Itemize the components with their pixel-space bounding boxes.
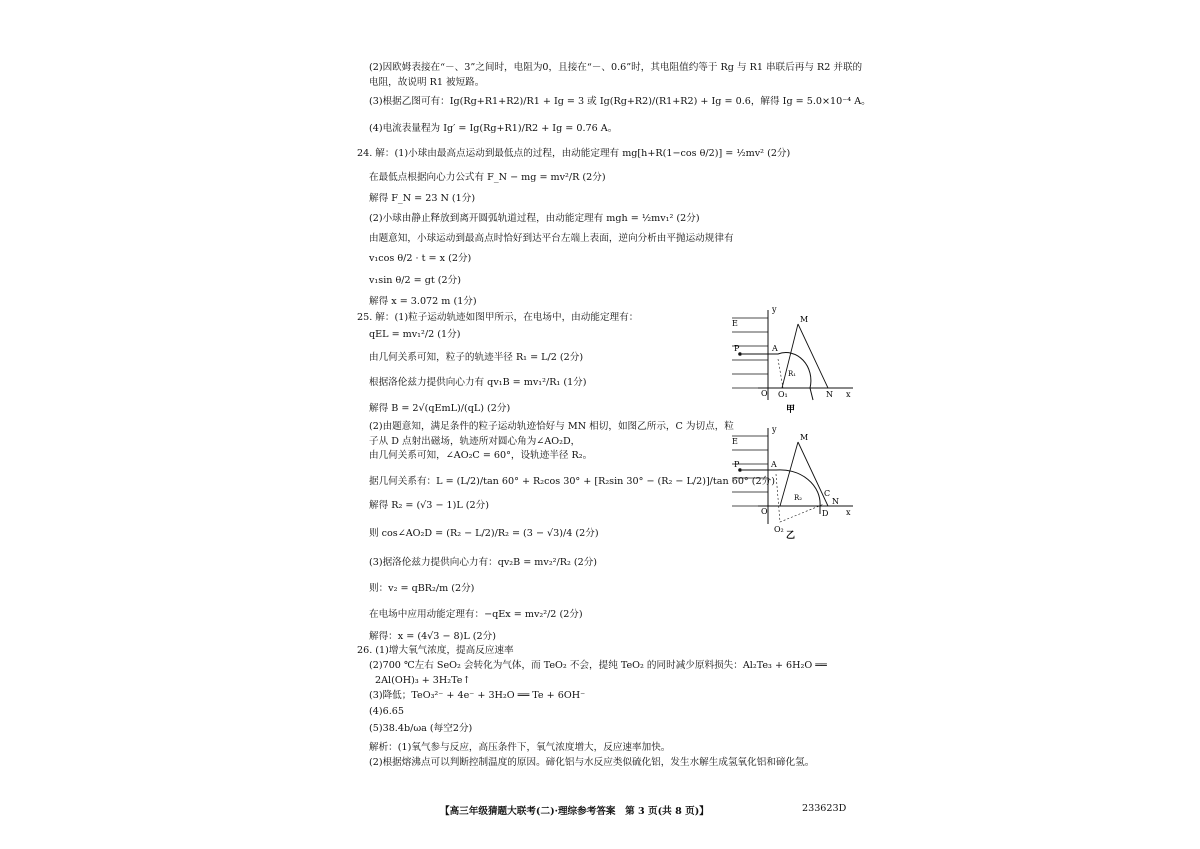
label-a: A	[771, 460, 777, 469]
text-line: (2)700 ℃左右 SeO₂ 会转化为气体，而 TeO₂ 不会，提纯 TeO₂ 的同时减少原料损失：Al₂Te₃ + 6H₂O ══	[369, 660, 827, 671]
label-e: E	[732, 437, 738, 446]
text-line: (3)降低；TeO₃²⁻ + 4e⁻ + 3H₂O ══ Te + 6OH⁻	[369, 690, 586, 701]
label-x: x	[846, 508, 851, 517]
text-line: 子从 D 点射出磁场，轨迹所对圆心角为∠AO₂D，	[369, 436, 581, 447]
label-r2: R₂	[794, 494, 803, 502]
label-o: O	[761, 507, 768, 516]
label-d: D	[822, 509, 829, 518]
label-o: O	[761, 389, 768, 398]
text-line: 则 cos∠AO₂D = (R₂ − L/2)/R₂ = (3 − √3)/4 (2分)	[369, 528, 599, 539]
text-line: v₁sin θ/2 = gt (2分)	[369, 275, 461, 286]
label-m: M	[800, 433, 809, 442]
label-e: E	[732, 319, 738, 328]
text-line: 2Al(OH)₃ + 3H₂Te↑	[375, 675, 471, 686]
page-footer: 【高三年级猜题大联考(二)·理综参考答案 第 3 页(共 8 页)】	[440, 806, 709, 817]
figure-caption: 甲	[786, 405, 796, 414]
text-line: 解得 x = 3.072 m (1分)	[369, 296, 477, 307]
text-line: 由题意知，小球运动到最高点时恰好到达平台左端上表面，逆向分析由平抛运动规律有	[369, 233, 734, 244]
text-line: 解得：x = (4√3 − 8)L (2分)	[369, 631, 496, 642]
text-line: 则：v₂ = qBR₂/m (2分)	[369, 583, 475, 594]
label-a: A	[772, 344, 778, 353]
figure-yi	[728, 424, 858, 539]
text-line: 解得 R₂ = (√3 − 1)L (2分)	[369, 500, 489, 511]
text-line: (2)根据熔沸点可以判断控制温度的原因。碲化铝与水反应类似硫化铝，发生水解生成氢氧化铝和碲化氢。	[369, 757, 815, 768]
label-n: N	[826, 390, 833, 399]
text-line: (3)根据乙图可有：Ig(Rg+R1+R2)/R1 + Ig = 3 或 Ig(Rg+R2)/(R1+R2) + Ig = 0.6，解得 Ig = 5.0×10⁻⁴ A。	[369, 96, 871, 107]
label-r1: R₁	[788, 370, 797, 378]
text-line: (2)由题意知，满足条件的粒子运动轨迹恰好与 MN 相切，如图乙所示，C 为切点，粒	[369, 421, 734, 432]
label-m: M	[800, 315, 809, 324]
label-y: y	[772, 425, 777, 434]
text-line: 在电场中应用动能定理有：−qEx = mv₂²/2 (2分)	[369, 609, 583, 620]
label-c: C	[824, 489, 831, 498]
label-p: P	[734, 460, 740, 469]
text-line: 解得 F_N = 23 N (1分)	[369, 193, 476, 204]
text-line: qEL = mv₁²/2 (1分)	[369, 329, 461, 340]
text-line: (4)电流表量程为 Ig′ = Ig(Rg+R1)/R2 + Ig = 0.76 A。	[369, 123, 618, 134]
text-line: v₁cos θ/2 · t = x (2分)	[369, 253, 472, 264]
triangle-mn	[782, 324, 828, 388]
text-line: 电阻，故说明 R1 被短路。	[369, 77, 485, 88]
label-o2: O₂	[774, 525, 784, 534]
label-y: y	[772, 305, 777, 314]
text-line: 25. 解：(1)粒子运动轨迹如图甲所示，在电场中，由动能定理有：	[357, 312, 639, 323]
text-line: 由几何关系可知，∠AO₂C = 60°，设轨迹半径 R₂。	[369, 450, 593, 461]
label-o1: O₁	[778, 390, 788, 399]
text-line: (2)因欧姆表接在“－、3”之间时，电阻为0，且接在“－、0.6”时，其电阻值约等于 Rg 与 R1 串联后再与 R2 并联的	[369, 62, 863, 73]
text-line: 据几何关系有：L = (L/2)/tan 60° + R₂cos 30° + [R₂sin 30° − (R₂ − L/2)]/tan 60° (2分)	[369, 476, 775, 487]
text-line: (4)6.65	[369, 706, 404, 717]
text-line: 根据洛伦兹力提供向心力有 qv₁B = mv₁²/R₁ (1分)	[369, 377, 587, 388]
figure-caption: 乙	[786, 531, 796, 539]
label-p: P	[734, 344, 740, 353]
text-line: 在最低点根据向心力公式有 F_N − mg = mv²/R (2分)	[369, 172, 606, 183]
text-line: 24. 解：(1)小球由最高点运动到最低点的过程，由动能定理有 mg[h+R(1−cos θ/2)] = ½mv² (2分)	[357, 148, 791, 159]
label-n: N	[832, 497, 839, 506]
text-line: (3)据洛伦兹力提供向心力有：qv₂B = mv₂²/R₂ (2分)	[369, 557, 598, 568]
triangle-mn	[780, 442, 831, 506]
label-x: x	[846, 390, 851, 399]
figure-jia	[728, 304, 858, 414]
text-line: 26. (1)增大氧气浓度，提高反应速率	[357, 645, 514, 656]
text-line: (2)小球由静止释放到离开圆弧轨道过程，由动能定理有 mgh = ½mv₁² (2分)	[369, 213, 700, 224]
document-code: 233623D	[802, 803, 847, 814]
text-line: (5)38.4b/ωa (每空2分)	[369, 723, 473, 734]
text-line: 解析：(1)氧气参与反应，高压条件下，氧气浓度增大，反应速率加快。	[369, 742, 671, 753]
text-line: 由几何关系可知，粒子的轨迹半径 R₁ = L/2 (2分)	[369, 352, 584, 363]
text-line: 解得 B = 2√(qEmL)/(qL) (2分)	[369, 403, 511, 414]
